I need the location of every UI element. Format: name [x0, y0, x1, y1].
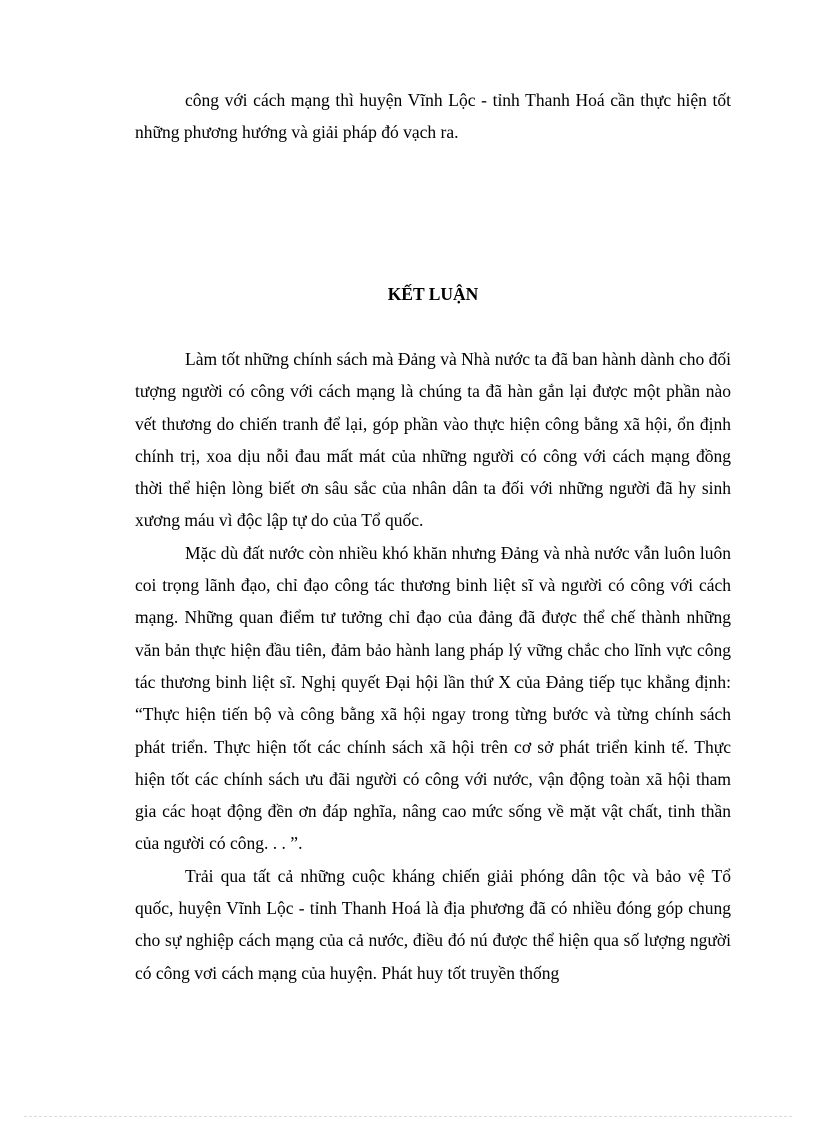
paragraph: Làm tốt những chính sách mà Đảng và Nhà nước ta đã ban hành dành cho đối tượng người có công với cách mạng là chúng ta đã hàn gắn lại được một phần nào vết thương do chiến tranh để lại, góp phần vào thực hiện công bằng xã hội, ổn định chính trị, xoa dịu nỗi đau mất mát của những người có công với cách mạng đồng thời thể hiện lòng biết ơn sâu sắc của nhân dân ta đối với những người đã hy sinh xương máu vì độc lập tự do của Tổ quốc. — [135, 349, 731, 531]
intro-paragraph: công với cách mạng thì huyện Vĩnh Lộc - tỉnh Thanh Hoá cần thực hiện tốt những phương hướng và giải pháp đó vạch ra. — [135, 90, 731, 143]
conclusion-body — [135, 343, 731, 989]
paragraph: Trải qua tất cả những cuộc kháng chiến giải phóng dân tộc và bảo vệ Tổ quốc, huyện Vĩnh Lộc - tỉnh Thanh Hoá là địa phương đã có nhiều đóng góp chung cho sự nghiệp cách mạng của cả nước, điều đó nú được thể hiện qua số lượng người có công vơi cách mạng của huyện. Phát huy tốt truyền thống — [135, 865, 731, 983]
page-bottom-divider — [24, 1116, 792, 1117]
paragraph: Mặc dù đất nước còn nhiều khó khăn nhưng Đảng và nhà nước vẫn luôn luôn coi trọng lãnh đạo, chỉ đạo công tác thương binh liệt sĩ và người có công với cách mạng. Những quan điểm tư tưởng chỉ đạo của đảng đã được thể chế thành những văn bản thực hiện đầu tiên, đảm bảo hành lang pháp lý vững chắc cho lĩnh vực công tác thương binh liệt sĩ. Nghị quyết Đại hội lần thứ X của Đảng tiếp tục khẳng định: “Thực hiện tiến bộ và công bằng xã hội ngay trong từng bước và từng chính sách phát triển. Thực hiện tốt các chính sách xã hội trên cơ sở phát triển kinh tế. Thực hiện tốt các chính sách ưu đãi người có công với nước, vận động toàn xã hội tham gia các hoạt động đền ơn đáp nghĩa, nâng cao mức sống về mặt vật chất, tinh thần của người có công. . . ”. — [135, 542, 731, 854]
section-heading: KẾT LUẬN — [387, 284, 479, 304]
intro-text — [135, 84, 731, 149]
